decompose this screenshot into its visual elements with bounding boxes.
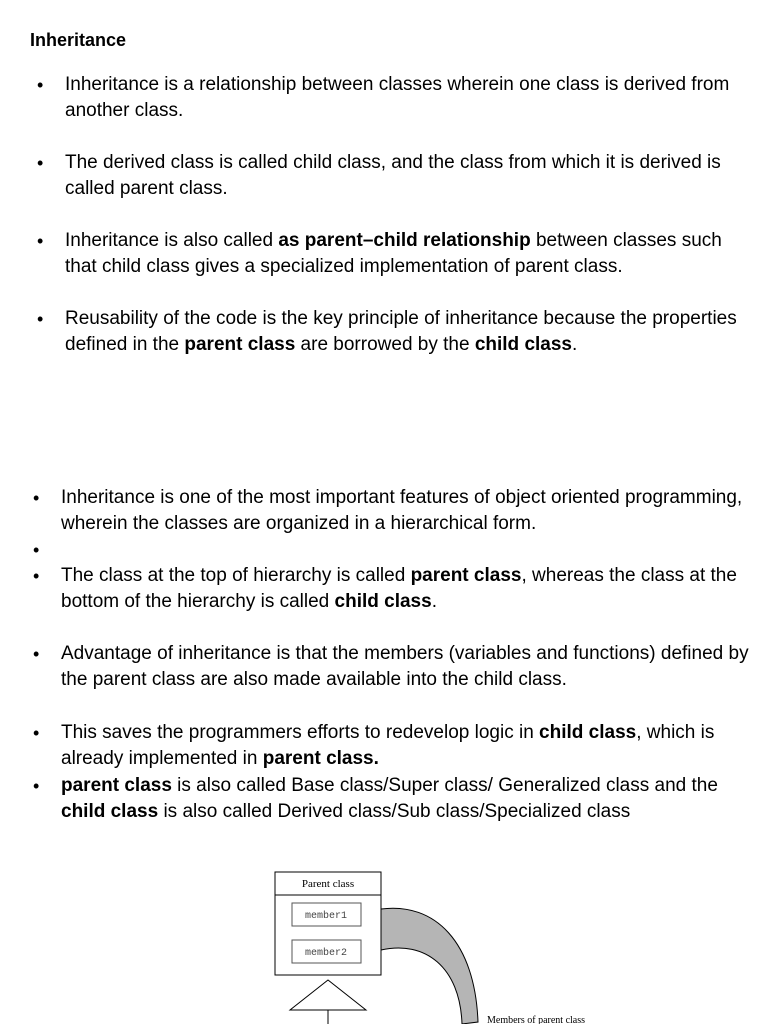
inheritance-triangle — [290, 980, 366, 1010]
bullet-dot-icon: • — [33, 566, 40, 586]
inheritance-diagram — [250, 862, 650, 1024]
bullet-text: Inheritance is also called — [65, 230, 279, 251]
bullet-dot-icon: • — [37, 153, 44, 173]
bullet-text: The class at the top of hierarchy is called — [61, 565, 411, 586]
bullet-dot-icon: • — [33, 540, 40, 560]
bullet-text: Inheritance is one of the most important features of object oriented programming, wherein the classes are organized in a hierarchical form. — [61, 487, 743, 534]
bullet-text-bold: parent class — [184, 334, 296, 355]
bullet-item — [33, 720, 751, 772]
bullet-text-bold: child class — [334, 591, 432, 612]
arrow-label: Members of parent class — [487, 1015, 586, 1024]
bullet-text-bold: as parent–child relationship — [278, 230, 531, 251]
bullet-text-bold: child class — [539, 722, 637, 743]
bullet-text: . — [572, 334, 578, 355]
bullet-item — [33, 773, 751, 825]
bullet-text-bold: parent class — [61, 775, 172, 796]
inheritance-arrow-band — [381, 908, 478, 1024]
bullet-item — [33, 485, 751, 537]
bullet-dot-icon: • — [33, 488, 40, 508]
bullet-item — [37, 306, 755, 358]
bullet-text-bold: parent class — [410, 565, 522, 586]
bullet-text: Inheritance is a relationship between classes wherein one class is derived from another class. — [65, 74, 730, 121]
member1-label: member1 — [304, 911, 348, 922]
bullet-text: This saves the programmers efforts to redevelop logic in — [61, 722, 540, 743]
bullet-dot-icon: • — [33, 644, 40, 664]
bullet-item — [33, 641, 751, 693]
bullet-text-bold: child class — [474, 334, 572, 355]
bullet-item — [37, 150, 755, 202]
member2-label: member2 — [304, 948, 348, 959]
bullet-item — [37, 72, 755, 124]
bullet-text: The derived class is called child class, and the class from which it is derived is called parent class. — [65, 152, 721, 199]
page-title: Inheritance — [30, 30, 127, 50]
bullet-text: Advantage of inheritance is that the members (variables and functions) defined by the parent class are also made available into the child class. — [61, 643, 749, 690]
bullet-text-bold: parent class. — [262, 748, 379, 769]
bullet-text: , whereas the class at the bottom of the hierarchy is called — [61, 565, 737, 612]
bullet-dot-icon: • — [37, 231, 44, 251]
bullet-dot-icon: • — [33, 776, 40, 796]
bullet-text: is also called Derived class/Sub class/Specialized class — [158, 801, 631, 822]
bullet-text: are borrowed by the — [295, 334, 475, 355]
bullet-text: between classes such that child class gives a specialized implementation of parent class. — [65, 230, 722, 277]
bullet-text: Reusability of the code is the key principle of inheritance because the properties defined in the — [65, 308, 737, 355]
bullet-dot-icon: • — [37, 309, 44, 329]
bullet-dot-icon: • — [33, 723, 40, 743]
bullet-item — [33, 563, 751, 615]
bullet-text-bold: child class — [61, 801, 159, 822]
bullet-dot-icon: • — [37, 75, 44, 95]
bullet-item — [37, 228, 755, 280]
parent-class-title: Parent class — [301, 878, 355, 890]
bullet-text: is also called Base class/Super class/ Generalized class and the — [171, 775, 718, 796]
bullet-text: , which is already implemented in — [61, 722, 715, 769]
bullet-text: . — [431, 591, 437, 612]
